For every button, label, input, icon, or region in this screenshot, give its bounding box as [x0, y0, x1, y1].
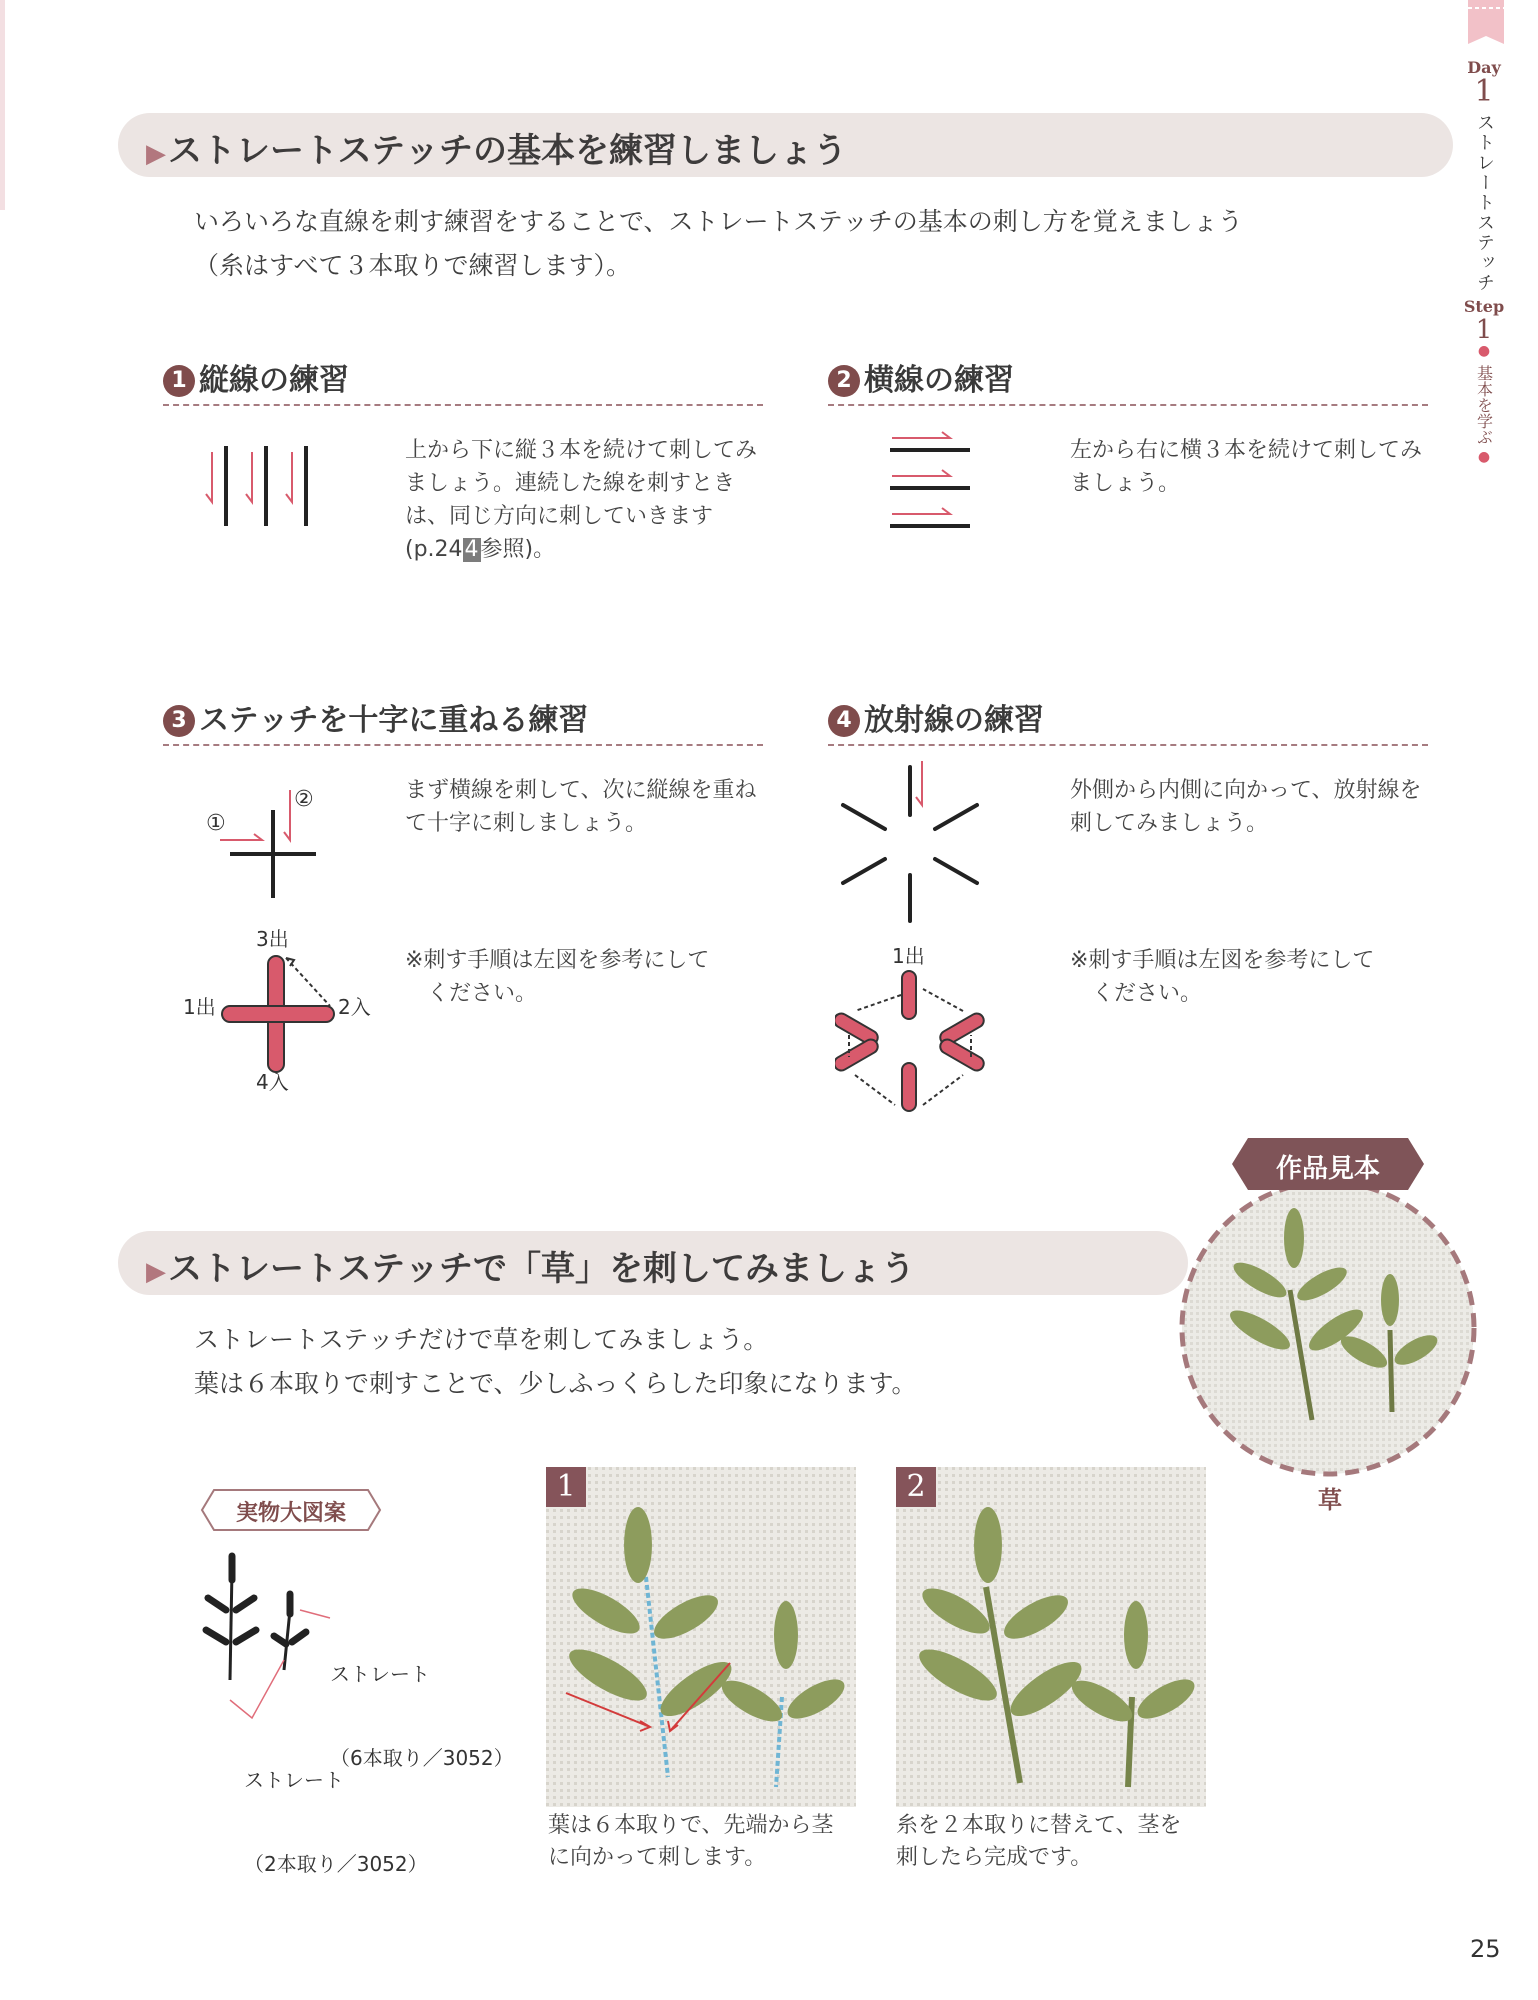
section1-banner — [118, 113, 1453, 177]
cross-step2-label: ② — [294, 787, 314, 812]
side-ribbon — [1468, 0, 1504, 44]
page-number: 25 — [1470, 1935, 1501, 1963]
vertical-lines-diagram — [200, 440, 330, 540]
step-dot-top: ● — [1477, 343, 1491, 359]
practice1-title: 1 縦線の練習 — [163, 355, 349, 399]
section1-intro — [194, 200, 1243, 288]
practice2-desc: 左から右に横３本を続けて刺してみましょう。 — [1070, 438, 1423, 496]
practice4-note: ※刺す手順は左図を参考にして ください。 — [1070, 948, 1375, 1006]
pattern-diagram — [200, 1550, 340, 1720]
step2-caption: 糸を２本取りに替えて、茎を 刺したら完成です。 — [896, 1813, 1182, 1870]
step-title: 基本を学ぶ — [1474, 365, 1494, 445]
step1-photo — [546, 1467, 856, 1807]
chapter-label: ストレートステッチ — [1474, 113, 1495, 293]
practice1-divider — [163, 404, 763, 406]
step2-photo — [896, 1467, 1206, 1807]
section2-intro — [194, 1318, 917, 1406]
practice4-desc: 外側から内側に向かって、放射線を刺してみましょう。 — [1070, 778, 1422, 836]
practice4-number: 4 — [828, 705, 860, 737]
step1-caption: 葉は６本取りで、先端から茎 に向かって刺します。 — [548, 1813, 834, 1870]
practice4-divider — [828, 744, 1428, 746]
cross-step1-label: ① — [206, 811, 226, 836]
step1-number: 1 — [546, 1467, 586, 1507]
practice3-title: 3 ステッチを十字に重ねる練習 — [163, 695, 588, 739]
cross-in2-label: 2入 — [338, 995, 371, 1019]
radial-out1-label: 1出 — [892, 944, 925, 968]
section2-intro-line2: 葉は６本取りで刺すことで、少しふっくらした印象になります。 — [194, 1369, 917, 1398]
step-number: 1 — [1475, 315, 1493, 345]
cross-procedure-diagram — [200, 940, 350, 1080]
horizontal-lines-diagram — [880, 420, 990, 540]
practice3-desc: まず横線を刺して、次に縦線を重ねて十字に刺しましょう。 — [405, 778, 757, 836]
step-label: Step — [1463, 297, 1505, 316]
section2-title: ストレートステッチで「草」を刺してみましょう — [168, 1249, 915, 1289]
practice3-note: ※刺す手順は左図を参考にして ください。 — [405, 948, 710, 1006]
practice2-divider — [828, 404, 1428, 406]
cross-in4-label: 4入 — [256, 1070, 289, 1094]
side-tab — [1462, 58, 1506, 464]
step2-number: 2 — [896, 1467, 936, 1507]
section1-intro-line2: （糸はすべて３本取りで練習します）。 — [194, 251, 632, 280]
practice2-title: 2 横線の練習 — [828, 355, 1014, 399]
day-number: 1 — [1474, 74, 1494, 109]
practice4-title: 4 放射線の練習 — [828, 695, 1044, 739]
pattern-badge: 実物大図案 — [235, 1501, 346, 1526]
section2-banner — [118, 1231, 1188, 1295]
sample-badge: 作品見本 — [1275, 1154, 1380, 1184]
reference-badge: 4 — [464, 537, 479, 562]
cross-out1-label: 1出 — [183, 995, 216, 1019]
page-edge-mark — [0, 0, 5, 210]
radial-lines-diagram — [830, 755, 990, 925]
practice1-desc: 上から下に縦３本を続けて刺してみましょう。連続した線を刺すときは、同じ方向に刺していきます(p.244参照)。 — [405, 438, 758, 562]
practice3-divider — [163, 744, 763, 746]
triangle-right-icon: ▶ — [146, 1257, 166, 1287]
practice3-number: 3 — [163, 705, 195, 737]
pattern-label1: ストレート （6本取り／3052） — [330, 1662, 514, 1770]
section1-intro-line1: いろいろな直線を刺す練習をすることで、ストレートステッチの基本の刺し方を覚えましょう — [194, 207, 1243, 236]
sample-caption: 草 — [1318, 1486, 1342, 1514]
practice1-number: 1 — [163, 365, 195, 397]
triangle-right-icon: ▶ — [146, 139, 166, 169]
step-dot-bottom: ● — [1477, 449, 1491, 465]
section2-intro-line1: ストレートステッチだけで草を刺してみましょう。 — [194, 1325, 769, 1354]
pattern-label2: ストレート （2本取り／3052） — [244, 1768, 428, 1876]
day-label: Day — [1467, 58, 1501, 77]
practice2-number: 2 — [828, 365, 860, 397]
radial-procedure-diagram — [835, 965, 985, 1115]
sample-photo — [1172, 1180, 1484, 1480]
cross-out3-label: 3出 — [256, 927, 289, 951]
section1-title: ストレートステッチの基本を練習しましょう — [168, 131, 847, 171]
